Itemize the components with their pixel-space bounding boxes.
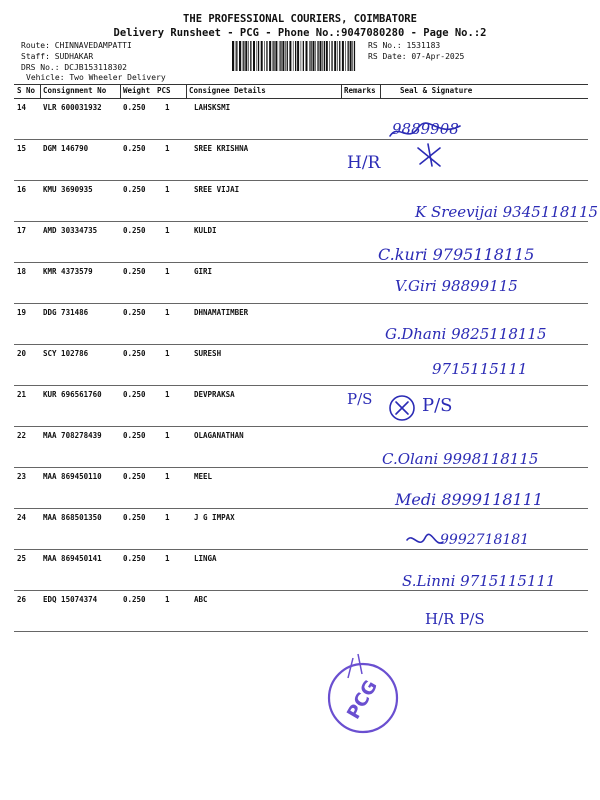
cell-pcs: 1 bbox=[165, 554, 170, 563]
barcode-bar bbox=[272, 41, 273, 71]
signature-23: Medi 8999118111 bbox=[395, 490, 544, 509]
cell-consignee: KULDI bbox=[194, 226, 217, 235]
barcode-bar bbox=[282, 41, 284, 71]
signature-17: C.kuri 9795118115 bbox=[378, 245, 535, 264]
cell-weight: 0.250 bbox=[123, 554, 146, 563]
cell-sno: 26 bbox=[17, 595, 27, 604]
signature-16: K Sreevijai 9345118115 bbox=[415, 203, 599, 221]
barcode-bar bbox=[297, 41, 299, 71]
col-divider bbox=[341, 85, 342, 99]
cell-weight: 0.250 bbox=[123, 349, 146, 358]
cell-consignment: KMR 4373579 bbox=[43, 267, 93, 276]
barcode-bar bbox=[322, 41, 323, 71]
barcode-bar bbox=[253, 41, 255, 71]
cell-sno: 19 bbox=[17, 308, 27, 317]
table-row bbox=[0, 140, 600, 181]
stamp-text: PCG bbox=[343, 676, 382, 723]
signature-24: 9992718181 bbox=[440, 532, 530, 548]
vehicle-label: Vehicle: Two Wheeler Delivery bbox=[26, 73, 166, 82]
cell-pcs: 1 bbox=[165, 349, 170, 358]
cell-weight: 0.250 bbox=[123, 185, 146, 194]
barcode-bar bbox=[232, 41, 234, 71]
cell-sno: 23 bbox=[17, 472, 27, 481]
table-top-rule bbox=[14, 84, 588, 85]
cell-consignment: DGM 146790 bbox=[43, 144, 89, 153]
signature-14: 9889908 bbox=[392, 120, 459, 138]
circled-x-icon bbox=[387, 393, 417, 423]
cell-sno: 17 bbox=[17, 226, 27, 235]
col-divider bbox=[380, 85, 381, 99]
barcode-bar bbox=[326, 41, 328, 71]
cell-consignment: KUR 696561760 bbox=[43, 390, 102, 399]
col-header-seal: Seal & Signature bbox=[400, 86, 473, 95]
col-divider bbox=[120, 85, 121, 99]
barcode-bar bbox=[280, 41, 281, 71]
barcode-bar bbox=[243, 41, 244, 71]
barcode-bar bbox=[273, 41, 274, 71]
cell-weight: 0.250 bbox=[123, 226, 146, 235]
cell-pcs: 1 bbox=[165, 267, 170, 276]
cell-pcs: 1 bbox=[165, 185, 170, 194]
cell-pcs: 1 bbox=[165, 390, 170, 399]
barcode-bar bbox=[337, 41, 338, 71]
barcode-bar bbox=[350, 41, 352, 71]
cell-weight: 0.250 bbox=[123, 513, 146, 522]
col-divider bbox=[40, 85, 41, 99]
cell-consignment: VLR 600031932 bbox=[43, 103, 102, 112]
barcode-bar bbox=[239, 41, 241, 71]
barcode bbox=[232, 41, 357, 71]
cell-consignment: AMD 30334735 bbox=[43, 226, 98, 235]
barcode-bar bbox=[315, 41, 316, 71]
cell-consignee: OLAGANATHAN bbox=[194, 431, 244, 440]
cell-pcs: 1 bbox=[165, 144, 170, 153]
cell-pcs: 1 bbox=[165, 226, 170, 235]
rs-date-label: RS Date: 07-Apr-2025 bbox=[368, 52, 465, 61]
signature-26: H/R P/S bbox=[425, 610, 485, 628]
barcode-bar bbox=[295, 41, 296, 71]
barcode-bar bbox=[235, 41, 236, 71]
barcode-bar bbox=[324, 41, 325, 71]
cell-consignee: DEVPRAKSA bbox=[194, 390, 235, 399]
cell-weight: 0.250 bbox=[123, 595, 146, 604]
cell-pcs: 1 bbox=[165, 103, 170, 112]
signature-21: P/S bbox=[422, 395, 453, 416]
signature-20: 9715115111 bbox=[432, 360, 528, 378]
cell-consignee: LINGA bbox=[194, 554, 217, 563]
row-separator bbox=[14, 631, 588, 632]
cell-sno: 25 bbox=[17, 554, 27, 563]
cell-consignment: MAA 869450110 bbox=[43, 472, 102, 481]
barcode-bar bbox=[275, 41, 277, 71]
cell-pcs: 1 bbox=[165, 595, 170, 604]
signature-scribble-icon bbox=[388, 118, 468, 168]
barcode-bar bbox=[261, 41, 263, 71]
cell-sno: 22 bbox=[17, 431, 27, 440]
signature-scribble-icon bbox=[405, 530, 445, 555]
barcode-bar bbox=[303, 41, 304, 71]
page-title: THE PROFESSIONAL COURIERS, COIMBATORE bbox=[183, 13, 417, 25]
signature-18: V.Giri 98899115 bbox=[395, 277, 518, 295]
barcode-bar bbox=[320, 41, 322, 71]
cell-sno: 18 bbox=[17, 267, 27, 276]
barcode-bar bbox=[329, 41, 330, 71]
cell-consignment: KMU 3690935 bbox=[43, 185, 93, 194]
cell-sno: 20 bbox=[17, 349, 27, 358]
rs-no-label: RS No.: 1531183 bbox=[368, 41, 441, 50]
cell-pcs: 1 bbox=[165, 308, 170, 317]
cell-consignee: SURESH bbox=[194, 349, 222, 358]
barcode-bar bbox=[301, 41, 302, 71]
barcode-bar bbox=[264, 41, 265, 71]
cell-weight: 0.250 bbox=[123, 390, 146, 399]
cell-sno: 16 bbox=[17, 185, 27, 194]
signature-19: G.Dhani 9825118115 bbox=[385, 325, 547, 343]
cell-consignee: GIRI bbox=[194, 267, 213, 276]
cell-consignment: EDQ 15074374 bbox=[43, 595, 98, 604]
cell-pcs: 1 bbox=[165, 472, 170, 481]
barcode-bar bbox=[313, 41, 315, 71]
cell-consignment: DDG 731486 bbox=[43, 308, 89, 317]
col-header-sno: S No bbox=[17, 86, 36, 95]
pcg-stamp bbox=[318, 650, 408, 740]
barcode-bar bbox=[257, 41, 258, 71]
barcode-bar bbox=[293, 41, 294, 71]
barcode-bar bbox=[309, 41, 310, 71]
barcode-bar bbox=[339, 41, 340, 71]
barcode-bar bbox=[352, 41, 353, 71]
barcode-bar bbox=[287, 41, 288, 71]
staff-label: Staff: SUDHAKAR bbox=[21, 52, 94, 61]
col-header-weight: Weight bbox=[123, 86, 151, 95]
barcode-bar bbox=[331, 41, 332, 71]
signature-25: S.Linni 9715115111 bbox=[402, 572, 556, 590]
barcode-bar bbox=[354, 41, 355, 71]
cell-consignment: MAA 708278439 bbox=[43, 431, 102, 440]
cell-consignee: SREE KRISHNA bbox=[194, 144, 249, 153]
barcode-bar bbox=[310, 41, 311, 71]
barcode-bar bbox=[289, 41, 291, 71]
cell-pcs: 1 bbox=[165, 431, 170, 440]
route-label: Route: CHINNAVEDAMPATTI bbox=[21, 41, 132, 50]
barcode-bar bbox=[285, 41, 286, 71]
table-row bbox=[0, 591, 600, 632]
barcode-bar bbox=[317, 41, 318, 71]
cell-pcs: 1 bbox=[165, 513, 170, 522]
cell-consignee: SREE VIJAI bbox=[194, 185, 240, 194]
col-divider bbox=[186, 85, 187, 99]
col-header-pcs: PCS bbox=[157, 86, 171, 95]
col-header-consignee: Consignee Details bbox=[189, 86, 266, 95]
cell-consignee: MEEL bbox=[194, 472, 213, 481]
barcode-bar bbox=[266, 41, 267, 71]
cell-sno: 15 bbox=[17, 144, 27, 153]
drs-label: DRS No.: DCJB153118302 bbox=[21, 63, 127, 72]
cell-weight: 0.250 bbox=[123, 472, 146, 481]
page-subtitle: Delivery Runsheet - PCG - Phone No.:9047080280 - Page No.:2 bbox=[113, 27, 487, 39]
remark-21: P/S bbox=[347, 390, 373, 408]
cell-consignee: DHNAMATIMBER bbox=[194, 308, 249, 317]
barcode-bar bbox=[258, 41, 259, 71]
barcode-bar bbox=[236, 41, 237, 71]
barcode-bar bbox=[245, 41, 247, 71]
cell-consignment: MAA 868501350 bbox=[43, 513, 102, 522]
table-row bbox=[0, 99, 600, 140]
barcode-bar bbox=[306, 41, 308, 71]
barcode-bar bbox=[279, 41, 280, 71]
barcode-bar bbox=[348, 41, 349, 71]
col-header-remarks: Remarks bbox=[344, 86, 376, 95]
signature-22: C.Olani 9998118115 bbox=[382, 450, 539, 468]
cell-weight: 0.250 bbox=[123, 267, 146, 276]
barcode-bar bbox=[334, 41, 336, 71]
cell-consignee: ABC bbox=[194, 595, 208, 604]
cell-sno: 21 bbox=[17, 390, 27, 399]
cell-consignment: MAA 869450141 bbox=[43, 554, 102, 563]
cell-weight: 0.250 bbox=[123, 144, 146, 153]
col-header-consignment: Consignment No bbox=[43, 86, 107, 95]
table-row bbox=[0, 386, 600, 427]
barcode-bar bbox=[345, 41, 346, 71]
barcode-bar bbox=[269, 41, 271, 71]
remark-15: H/R bbox=[347, 153, 381, 173]
cell-sno: 24 bbox=[17, 513, 27, 522]
barcode-bar bbox=[248, 41, 249, 71]
cell-consignment: SCY 102786 bbox=[43, 349, 89, 358]
barcode-bar bbox=[250, 41, 251, 71]
cell-weight: 0.250 bbox=[123, 308, 146, 317]
cell-weight: 0.250 bbox=[123, 431, 146, 440]
cell-consignee: LAHSKSMI bbox=[194, 103, 231, 112]
barcode-bar bbox=[342, 41, 344, 71]
cell-consignee: J G IMPAX bbox=[194, 513, 235, 522]
cell-sno: 14 bbox=[17, 103, 27, 112]
cell-weight: 0.250 bbox=[123, 103, 146, 112]
barcode-bar bbox=[242, 41, 243, 71]
